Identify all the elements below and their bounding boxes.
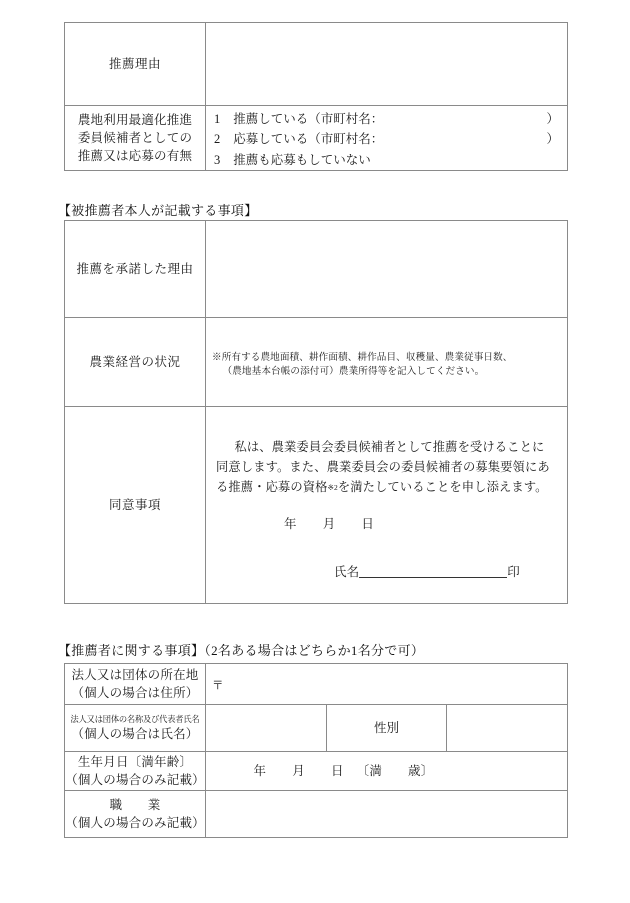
recommender-name-label-main: 法人又は団体の名称及び代表者氏名: [70, 713, 200, 724]
recommender-name-label-sub: （個人の場合は氏名）: [71, 727, 199, 742]
option-2-close-paren: ）: [546, 132, 559, 147]
table-row: [65, 106, 568, 171]
table-row: [65, 705, 568, 752]
label-line-1: 農地利用最適化推進: [77, 112, 193, 127]
option-2-number: 2: [214, 132, 221, 147]
table-row: [65, 318, 568, 407]
recommender-address-input[interactable]: [206, 664, 568, 705]
signature-input-rule[interactable]: [359, 565, 507, 578]
recommender-address-label-sub: （個人の場合は住所）: [71, 686, 199, 700]
optimization-committee-options: [206, 106, 568, 171]
farm-status-note-line-2: （農地基本台帳の添付可）農業所得等を記入してください。: [222, 365, 485, 377]
recommender-dob-label-main: 生年月日〔満年齢〕: [77, 754, 193, 769]
optimization-committee-label: [65, 106, 206, 171]
recommender-name-label: [65, 705, 206, 752]
option-row-2[interactable]: [206, 129, 567, 149]
option-row-3[interactable]: [206, 150, 567, 170]
option-3-number: 3: [214, 152, 221, 167]
consent-signature-line[interactable]: [216, 562, 555, 582]
table-row: [65, 23, 568, 106]
recommender-occupation-label-sub: （個人の場合のみ記載）: [65, 816, 205, 830]
table-row: [65, 664, 568, 705]
recommender-occupation-label-main: 職 業: [109, 797, 161, 812]
recommender-address-label-main: 法人又は団体の所在地: [71, 667, 199, 682]
dob-month: 月: [292, 763, 305, 778]
recommendation-reason-table: [64, 22, 568, 171]
recommender-info-table: [64, 663, 568, 838]
recommender-address-label: [65, 664, 206, 705]
consent-paragraph-block: [206, 428, 567, 582]
recommendation-reason-input[interactable]: [206, 23, 568, 106]
recommender-dob-label-sub: （個人の場合のみ記載）: [65, 773, 205, 787]
section-heading-nominee: 【被推薦者本人が記載する事項】: [58, 203, 258, 218]
label-line-2: 委員候補者としての: [77, 130, 193, 145]
table-row: [65, 791, 568, 838]
consent-date-day: 日: [361, 516, 375, 531]
dob-date-line: [206, 762, 567, 780]
dob-age-open: 〔満: [356, 763, 383, 778]
table-row: [65, 407, 568, 604]
recommender-name-input[interactable]: [206, 705, 327, 752]
section-heading-recommender: 【推薦者に関する事項】（2名ある場合はどちらか1名分で可）: [58, 643, 425, 658]
farm-status-label: 農業経営の状況: [65, 318, 206, 407]
recommender-dob-input[interactable]: [206, 752, 568, 791]
consent-label: 同意事項: [65, 407, 206, 604]
recommender-occupation-input[interactable]: [206, 791, 568, 838]
recommender-dob-label: [65, 752, 206, 791]
dob-year: 年: [253, 763, 267, 778]
farm-status-input[interactable]: [206, 318, 568, 407]
acceptance-reason-input[interactable]: [206, 221, 568, 318]
recommender-occupation-label: [65, 791, 206, 838]
consent-date-month: 月: [322, 516, 336, 531]
farm-status-note: [206, 346, 567, 378]
table-row: [65, 752, 568, 791]
consent-date-line[interactable]: [216, 514, 555, 534]
table-row: [65, 221, 568, 318]
option-1-text: 推薦している（市町村名：: [233, 112, 384, 126]
signature-name-label: 氏名: [334, 564, 360, 579]
consent-footnote-ref: ※2: [327, 482, 338, 492]
consent-date-year: 年: [284, 516, 297, 531]
dob-age-close: 歳〕: [408, 763, 434, 778]
consent-paragraph: [216, 438, 555, 498]
sex-input[interactable]: [447, 705, 568, 752]
option-2-text: 応募している（市町村名：: [233, 132, 384, 147]
option-3-text: 推薦も応募もしていない: [233, 152, 371, 167]
recommendation-reason-label: 推薦理由: [65, 23, 206, 106]
option-1-close-paren: ）: [546, 112, 559, 126]
option-1-number: 1: [214, 112, 221, 126]
sex-label: 性別: [326, 705, 447, 752]
option-row-1[interactable]: [206, 109, 567, 129]
consent-text-part1: 私は、農業委員会委員候補者として推薦を受けることに同意します。また、農業委員会の委員候補者の募集要領にある推薦・応募の資格: [216, 439, 550, 494]
nominee-statement-table: [64, 220, 568, 604]
label-line-3: 推薦又は応募の有無: [77, 148, 193, 163]
consent-text-part2: を満たしていることを申し添えます。: [337, 479, 548, 494]
dob-day: 日: [330, 763, 344, 778]
acceptance-reason-label: 推薦を承諾した理由: [65, 221, 206, 318]
consent-content: [206, 407, 568, 604]
signature-seal-label: 印: [507, 564, 520, 579]
farm-status-note-line-1: ※所有する農地面積、耕作面積、耕作品目、収穫量、農業従事日数、: [212, 351, 513, 363]
postal-code-mark: 〒: [212, 679, 224, 692]
